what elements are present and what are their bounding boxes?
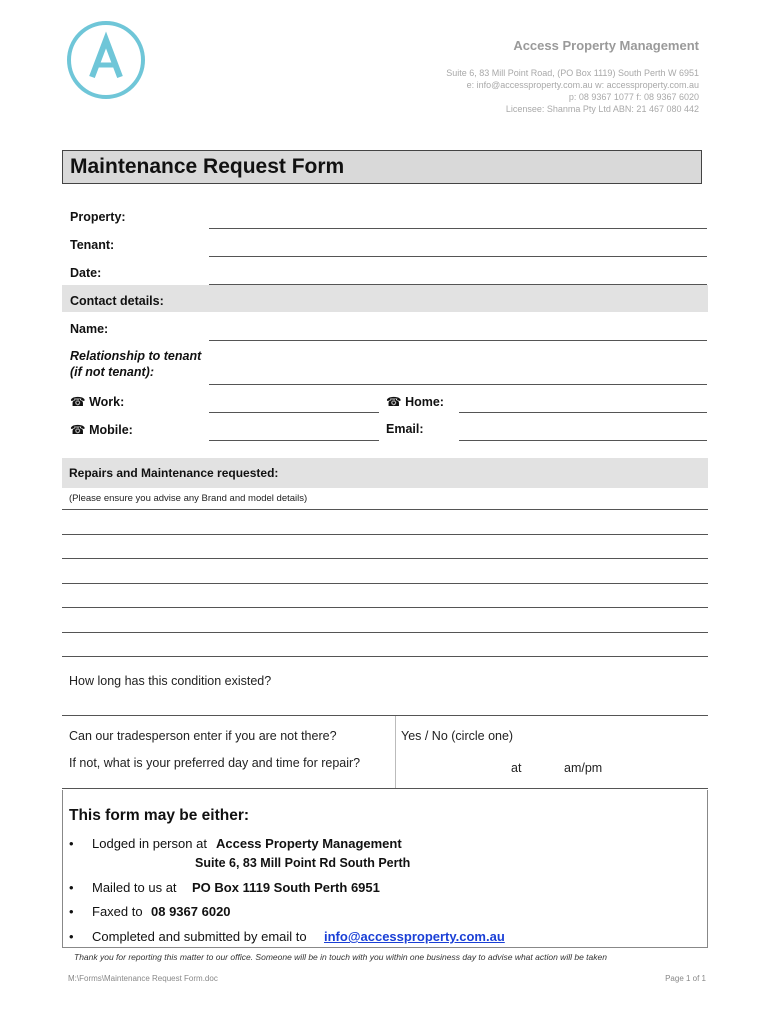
list-item: • Completed and submitted by email to info@accessproperty.com.au (69, 929, 505, 944)
phone-icon: ☎ (70, 395, 86, 409)
bullet-icon: • (69, 929, 74, 944)
property-field[interactable] (209, 228, 707, 229)
name-label: Name: (70, 322, 109, 336)
relationship-label: Relationship to tenant (if not tenant): (70, 349, 202, 379)
letter-a-circle-logo (66, 20, 146, 100)
entry-question: Can our tradesperson enter if you are not there? (69, 729, 337, 743)
work-phone-field[interactable] (209, 412, 379, 413)
date-label: Date: (70, 266, 102, 280)
page-title: Maintenance Request Form (70, 155, 345, 178)
tenant-label: Tenant: (70, 238, 115, 252)
repairs-line[interactable] (62, 558, 708, 559)
company-email-web: e: info@accessproperty.com.au w: accessproperty.com.au (466, 80, 699, 90)
email-label: Email: (386, 422, 424, 436)
bullet-icon: • (69, 836, 74, 851)
lodge-address: Suite 6, 83 Mill Point Rd South Perth (195, 856, 411, 870)
repairs-line[interactable] (62, 534, 708, 535)
relationship-field[interactable] (209, 384, 707, 385)
list-item: • Mailed to us at PO Box 1119 South Perth 6951 (69, 880, 380, 895)
company-phone-fax: p: 08 9367 1077 f: 08 9367 6020 (568, 92, 699, 102)
list-item: • Lodged in person at Access Property Management (69, 836, 402, 851)
thank-you-note: Thank you for reporting this matter to our office. Someone will be in touch with you within one business day to advise what action will be taken (74, 952, 607, 962)
repairs-hint: (Please ensure you advise any Brand and model details) (69, 493, 308, 504)
duration-question: How long has this condition existed? (69, 674, 272, 688)
company-licensee: Licensee: Shanma Pty Ltd ABN: 21 467 080 442 (505, 104, 699, 114)
bullet-icon: • (69, 904, 74, 919)
email-link[interactable]: info@accessproperty.com.au (324, 929, 505, 944)
repairs-line[interactable] (62, 607, 708, 608)
repairs-label: Repairs and Maintenance requested: (69, 466, 279, 480)
mobile-phone-field[interactable] (209, 440, 379, 441)
phone-icon: ☎ (386, 395, 402, 409)
repairs-line[interactable] (62, 632, 708, 633)
name-field[interactable] (209, 340, 707, 341)
column-divider (395, 716, 396, 788)
tenant-field[interactable] (209, 256, 707, 257)
document-path: M:\Forms\Maintenance Request Form.doc (68, 974, 218, 983)
bullet-icon: • (69, 880, 74, 895)
ampm-label: am/pm (564, 761, 603, 775)
duration-field[interactable] (62, 715, 708, 716)
page-number: Page 1 of 1 (665, 974, 706, 983)
repairs-line[interactable] (62, 583, 708, 584)
repairs-line[interactable] (62, 509, 708, 510)
list-item: • Faxed to 08 9367 6020 (69, 904, 231, 919)
at-label: at (511, 761, 522, 775)
preferred-time-field[interactable] (62, 788, 708, 789)
home-label: ☎ Home: (386, 395, 444, 409)
work-label: ☎ Work: (70, 395, 125, 409)
contact-details-label: Contact details: (70, 294, 164, 308)
lodge-heading: This form may be either: (69, 807, 250, 824)
company-address: Suite 6, 83 Mill Point Road, (PO Box 1119) South Perth W 6951 (446, 68, 699, 78)
property-label: Property: (70, 210, 126, 224)
mobile-label: ☎ Mobile: (70, 423, 133, 437)
email-field[interactable] (459, 440, 707, 441)
company-name: Access Property Management (513, 38, 699, 53)
entry-options[interactable]: Yes / No (circle one) (401, 729, 514, 743)
phone-icon: ☎ (70, 423, 86, 437)
repairs-line[interactable] (62, 656, 708, 657)
home-phone-field[interactable] (459, 412, 707, 413)
preferred-question: If not, what is your preferred day and time for repair? (69, 756, 361, 770)
